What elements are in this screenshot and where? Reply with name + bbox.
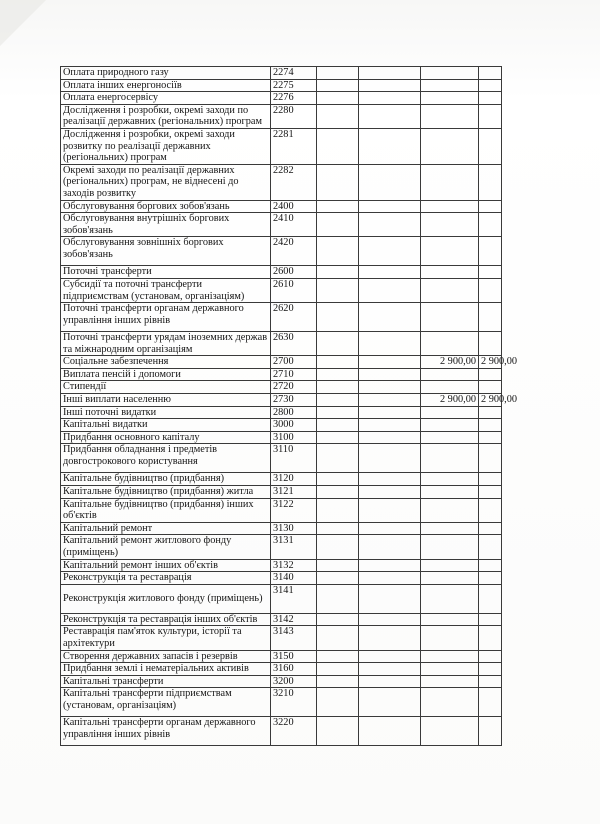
row-col4 — [421, 406, 479, 419]
row-code: 2280 — [271, 104, 317, 128]
row-col4: 2 900,00 — [421, 394, 479, 407]
row-total — [479, 128, 502, 164]
row-name: Капітальне будівництво (придбання) — [61, 473, 271, 486]
row-name: Обслуговування внутрішніх боргових зобов'язань — [61, 213, 271, 237]
row-col3 — [317, 213, 359, 237]
row-total — [479, 675, 502, 688]
row-code: 3110 — [271, 444, 317, 473]
row-total — [479, 368, 502, 381]
row-col4 — [421, 332, 479, 356]
row-total — [479, 266, 502, 279]
row-col3 — [317, 164, 359, 200]
row-col4 — [421, 431, 479, 444]
row-col4 — [421, 368, 479, 381]
row-total — [479, 444, 502, 473]
row-name: Виплата пенсій і допомоги — [61, 368, 271, 381]
table-row — [61, 266, 502, 279]
row-col3 — [317, 584, 359, 613]
row-col3 — [317, 613, 359, 626]
row-name: Оплата природного газу — [61, 67, 271, 80]
row-name: Капітальний ремонт інших об'єктів — [61, 559, 271, 572]
row-col4 — [421, 626, 479, 650]
row-col3 — [317, 498, 359, 522]
table-row — [61, 431, 502, 444]
row-name: Створення державних запасів і резервів — [61, 650, 271, 663]
row-col4 — [421, 650, 479, 663]
row-empty — [359, 368, 421, 381]
row-name: Капітальні видатки — [61, 419, 271, 432]
row-total — [479, 584, 502, 613]
row-empty — [359, 237, 421, 266]
row-empty — [359, 332, 421, 356]
row-empty — [359, 104, 421, 128]
table-row — [61, 303, 502, 332]
row-col4 — [421, 128, 479, 164]
row-empty — [359, 498, 421, 522]
row-total — [479, 431, 502, 444]
row-code: 2281 — [271, 128, 317, 164]
row-empty — [359, 559, 421, 572]
table-row — [61, 164, 502, 200]
row-name: Поточні трансферти урядам іноземних держав та міжнародним організаціям — [61, 332, 271, 356]
row-col3 — [317, 473, 359, 486]
row-col3 — [317, 368, 359, 381]
row-name: Окремі заходи по реалізації державних (регіональних) програм, не віднесені до заходів розвитку — [61, 164, 271, 200]
row-col4 — [421, 419, 479, 432]
row-empty — [359, 431, 421, 444]
row-col3 — [317, 278, 359, 302]
row-col3 — [317, 559, 359, 572]
row-col4 — [421, 104, 479, 128]
row-name: Оплата енергосервісу — [61, 92, 271, 105]
row-code: 3160 — [271, 663, 317, 676]
row-col3 — [317, 104, 359, 128]
row-col3 — [317, 572, 359, 585]
row-col4 — [421, 67, 479, 80]
row-empty — [359, 200, 421, 213]
table-row — [61, 584, 502, 613]
row-empty — [359, 535, 421, 559]
table-row — [61, 213, 502, 237]
row-total — [479, 688, 502, 717]
row-code: 3130 — [271, 522, 317, 535]
row-col4 — [421, 278, 479, 302]
row-name: Реконструкція житлового фонду (приміщень) — [61, 584, 271, 613]
row-code: 3210 — [271, 688, 317, 717]
table-row — [61, 356, 502, 369]
row-empty — [359, 92, 421, 105]
row-total — [479, 650, 502, 663]
row-total — [479, 717, 502, 746]
row-col3 — [317, 486, 359, 499]
row-code: 3120 — [271, 473, 317, 486]
table-row — [61, 67, 502, 80]
row-empty — [359, 278, 421, 302]
row-total — [479, 303, 502, 332]
row-empty — [359, 213, 421, 237]
row-col4 — [421, 498, 479, 522]
row-empty — [359, 675, 421, 688]
row-col4 — [421, 473, 479, 486]
table-row — [61, 394, 502, 407]
row-total — [479, 419, 502, 432]
row-col3 — [317, 356, 359, 369]
row-col3 — [317, 303, 359, 332]
row-code: 2400 — [271, 200, 317, 213]
row-col3 — [317, 237, 359, 266]
row-col4 — [421, 688, 479, 717]
row-col4 — [421, 486, 479, 499]
row-code: 2700 — [271, 356, 317, 369]
row-total — [479, 572, 502, 585]
row-name: Реконструкція та реставрація — [61, 572, 271, 585]
row-empty — [359, 394, 421, 407]
row-col4 — [421, 717, 479, 746]
row-col3 — [317, 444, 359, 473]
row-code: 3150 — [271, 650, 317, 663]
row-col4 — [421, 584, 479, 613]
row-col3 — [317, 406, 359, 419]
table-row — [61, 332, 502, 356]
row-total — [479, 559, 502, 572]
row-col3 — [317, 332, 359, 356]
row-col4 — [421, 572, 479, 585]
row-name: Дослідження і розробки, окремі заходи по реалізації державних (регіональних) програм — [61, 104, 271, 128]
row-col3 — [317, 419, 359, 432]
row-col4 — [421, 79, 479, 92]
table-row — [61, 79, 502, 92]
table-row — [61, 650, 502, 663]
row-code: 3132 — [271, 559, 317, 572]
table-row — [61, 444, 502, 473]
row-code: 3000 — [271, 419, 317, 432]
row-total — [479, 535, 502, 559]
row-name: Капітальні трансферти органам державного управління інших рівнів — [61, 717, 271, 746]
table-row — [61, 486, 502, 499]
row-empty — [359, 626, 421, 650]
table-row — [61, 237, 502, 266]
row-total — [479, 486, 502, 499]
row-code: 3121 — [271, 486, 317, 499]
row-col4 — [421, 237, 479, 266]
row-code: 2630 — [271, 332, 317, 356]
expenditure-table — [60, 66, 518, 746]
row-code: 3100 — [271, 431, 317, 444]
row-col3 — [317, 92, 359, 105]
row-col3 — [317, 381, 359, 394]
row-total — [479, 104, 502, 128]
row-total — [479, 522, 502, 535]
row-total — [479, 67, 502, 80]
row-col4 — [421, 675, 479, 688]
table-row — [61, 675, 502, 688]
row-empty — [359, 67, 421, 80]
row-empty — [359, 356, 421, 369]
row-empty — [359, 486, 421, 499]
table-row — [61, 278, 502, 302]
row-total — [479, 381, 502, 394]
row-col3 — [317, 688, 359, 717]
row-total — [479, 498, 502, 522]
row-empty — [359, 717, 421, 746]
table-row — [61, 368, 502, 381]
row-col3 — [317, 663, 359, 676]
row-total — [479, 663, 502, 676]
table-row — [61, 381, 502, 394]
row-empty — [359, 572, 421, 585]
row-code: 2275 — [271, 79, 317, 92]
row-total — [479, 613, 502, 626]
table-row — [61, 104, 502, 128]
row-name: Стипендії — [61, 381, 271, 394]
row-col4 — [421, 663, 479, 676]
row-col3 — [317, 535, 359, 559]
row-total: 2 900,00 — [479, 394, 502, 407]
row-name: Капітальне будівництво (придбання) житла — [61, 486, 271, 499]
row-col3 — [317, 67, 359, 80]
row-empty — [359, 473, 421, 486]
row-name: Придбання основного капіталу — [61, 431, 271, 444]
row-col4 — [421, 200, 479, 213]
table-row — [61, 688, 502, 717]
row-code: 2610 — [271, 278, 317, 302]
row-code: 2276 — [271, 92, 317, 105]
row-col3 — [317, 675, 359, 688]
row-name: Капітальні трансферти — [61, 675, 271, 688]
row-code: 2620 — [271, 303, 317, 332]
row-code: 2710 — [271, 368, 317, 381]
page-corner-fold — [0, 0, 46, 46]
row-col4 — [421, 444, 479, 473]
row-empty — [359, 584, 421, 613]
table-row — [61, 535, 502, 559]
row-total — [479, 237, 502, 266]
row-total — [479, 79, 502, 92]
row-name: Капітальні трансферти підприємствам (установам, організаціям) — [61, 688, 271, 717]
table-row — [61, 626, 502, 650]
row-col4 — [421, 303, 479, 332]
table-row — [61, 522, 502, 535]
row-code: 3131 — [271, 535, 317, 559]
row-code: 3122 — [271, 498, 317, 522]
row-name: Капітальний ремонт — [61, 522, 271, 535]
table-row — [61, 613, 502, 626]
row-code: 3141 — [271, 584, 317, 613]
row-code: 2420 — [271, 237, 317, 266]
row-code: 2600 — [271, 266, 317, 279]
row-col4 — [421, 613, 479, 626]
table-row — [61, 498, 502, 522]
table-row — [61, 559, 502, 572]
row-empty — [359, 79, 421, 92]
row-col4 — [421, 213, 479, 237]
row-total — [479, 278, 502, 302]
row-code: 2730 — [271, 394, 317, 407]
row-code: 2720 — [271, 381, 317, 394]
row-total — [479, 164, 502, 200]
row-empty — [359, 650, 421, 663]
row-name: Реставрація пам'яток культури, історії та архітектури — [61, 626, 271, 650]
row-code: 3140 — [271, 572, 317, 585]
row-name: Капітальний ремонт житлового фонду (приміщень) — [61, 535, 271, 559]
table-row — [61, 663, 502, 676]
row-name: Інші виплати населенню — [61, 394, 271, 407]
row-code: 3142 — [271, 613, 317, 626]
row-col3 — [317, 522, 359, 535]
row-empty — [359, 381, 421, 394]
row-col3 — [317, 431, 359, 444]
table-row — [61, 128, 502, 164]
row-empty — [359, 663, 421, 676]
row-col3 — [317, 200, 359, 213]
row-empty — [359, 444, 421, 473]
row-code: 3220 — [271, 717, 317, 746]
row-col4 — [421, 559, 479, 572]
row-code: 2274 — [271, 67, 317, 80]
row-code: 2282 — [271, 164, 317, 200]
row-col3 — [317, 79, 359, 92]
row-total — [479, 406, 502, 419]
row-col3 — [317, 266, 359, 279]
row-name: Поточні трансферти — [61, 266, 271, 279]
row-col4 — [421, 164, 479, 200]
row-col4 — [421, 92, 479, 105]
row-col3 — [317, 626, 359, 650]
table-row — [61, 473, 502, 486]
table-row — [61, 419, 502, 432]
row-col4 — [421, 381, 479, 394]
row-name: Придбання землі і нематеріальних активів — [61, 663, 271, 676]
row-empty — [359, 522, 421, 535]
row-total — [479, 626, 502, 650]
row-name: Придбання обладнання і предметів довгострокового користування — [61, 444, 271, 473]
table-row — [61, 572, 502, 585]
row-empty — [359, 406, 421, 419]
row-empty — [359, 419, 421, 432]
row-total — [479, 213, 502, 237]
row-col4 — [421, 522, 479, 535]
table-row — [61, 200, 502, 213]
row-empty — [359, 128, 421, 164]
row-code: 3143 — [271, 626, 317, 650]
row-col4: 2 900,00 — [421, 356, 479, 369]
row-empty — [359, 266, 421, 279]
row-total: 2 900,00 — [479, 356, 502, 369]
row-col3 — [317, 650, 359, 663]
row-empty — [359, 688, 421, 717]
row-name: Обслуговування боргових зобов'язань — [61, 200, 271, 213]
row-code: 3200 — [271, 675, 317, 688]
row-name: Дослідження і розробки, окремі заходи розвитку по реалізації державних (регіональних) програм — [61, 128, 271, 164]
table-row — [61, 717, 502, 746]
row-empty — [359, 613, 421, 626]
row-name: Соціальне забезпечення — [61, 356, 271, 369]
table-row — [61, 92, 502, 105]
row-code: 2800 — [271, 406, 317, 419]
row-name: Оплата інших енергоносіїв — [61, 79, 271, 92]
row-empty — [359, 303, 421, 332]
row-total — [479, 92, 502, 105]
row-col4 — [421, 266, 479, 279]
row-name: Обслуговування зовнішніх боргових зобов'язань — [61, 237, 271, 266]
row-name: Капітальне будівництво (придбання) інших об'єктів — [61, 498, 271, 522]
row-name: Субсидії та поточні трансферти підприємствам (установам, організаціям) — [61, 278, 271, 302]
row-total — [479, 332, 502, 356]
row-empty — [359, 164, 421, 200]
row-code: 2410 — [271, 213, 317, 237]
row-col3 — [317, 394, 359, 407]
row-col3 — [317, 128, 359, 164]
row-total — [479, 200, 502, 213]
row-col3 — [317, 717, 359, 746]
table-row — [61, 406, 502, 419]
row-name: Реконструкція та реставрація інших об'єктів — [61, 613, 271, 626]
row-name: Поточні трансферти органам державного управління інших рівнів — [61, 303, 271, 332]
row-col4 — [421, 535, 479, 559]
row-name: Інші поточні видатки — [61, 406, 271, 419]
row-total — [479, 473, 502, 486]
